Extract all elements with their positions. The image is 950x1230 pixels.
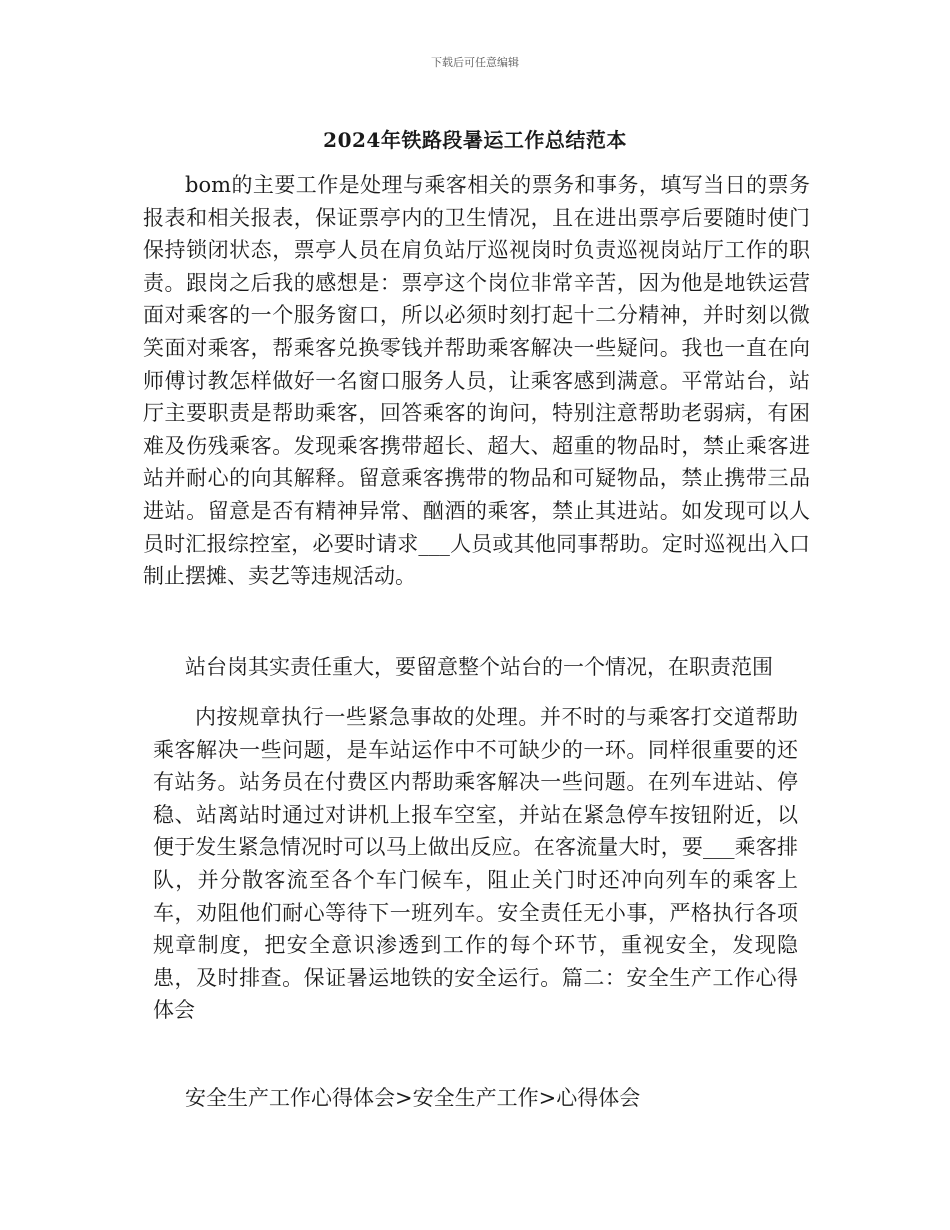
document-title: 2024年铁路段暑运工作总结范本 [323,128,627,152]
paragraph-breadcrumb-line: 安全生产工作心得体会>安全生产工作>心得体会 [185,1086,641,1110]
paragraph-ticket-booth: bom的主要工作是处理与乘客相关的票务和事务，填写当日的票务报表和相关报表，保证票亭内的卫生情况，且在进出票亭后要随时使门保持锁闭状态，票亭人员在肩负站厅巡视岗时负责巡视岗站厅工作的职责。跟岗之后我的感想是：票亭这个岗位非常辛苦，因为他是地铁运营面对乘客的一个服务窗口，所以必须时刻打起十二分精神，并时刻以微笑面对乘客，帮乘客兑换零钱并帮助乘客解决一些疑问。我也一直在向师傅讨教怎样做好一名窗口服务人员，让乘客感到满意。平常站台，站厅主要职责是帮助乘客，回答乘客的询问，特别注意帮助老弱病，有困难及伤残乘客。发现乘客携带超长、超大、超重的物品时，禁止乘客进站并耐心的向其解释。留意乘客携带的物品和可疑物品，禁止携带三品进站。留意是否有精神异常、酗酒的乘客，禁止其进站。如发现可以人员时汇报综控室，必要时请求___人员或其他同事帮助。定时巡视出入口制止摆摊、卖艺等违规活动。 [143,173,810,589]
paragraph-platform-duties: 内按规章执行一些紧急事故的处理。并不时的与乘客打交道帮助乘客解决一些问题，是车站运作中不可缺少的一环。同样很重要的还有站务。站务员在付费区内帮助乘客解决一些问题。在列车进站、停稳、站离站时通过对讲机上报车空室，并站在紧急停车按钮附近，以便于发生紧急情况时可以马上做出反应。在客流量大时，要___乘客排队，并分散客流至各个车门候车，阻止关门时还冲向列车的乘客上车，劝阻他们耐心等待下一班列车。安全责任无小事，严格执行各项规章制度，把安全意识渗透到工作的每个环节，重视安全，发现隐患，及时排查。保证暑运地铁的安全运行。篇二：安全生产工作心得体会 [153,705,798,1023]
page-header-note: 下载后可任意编辑 [431,56,519,69]
paragraph-platform-intro: 站台岗其实责任重大，要留意整个站台的一个情况，在职责范围 [185,655,773,679]
